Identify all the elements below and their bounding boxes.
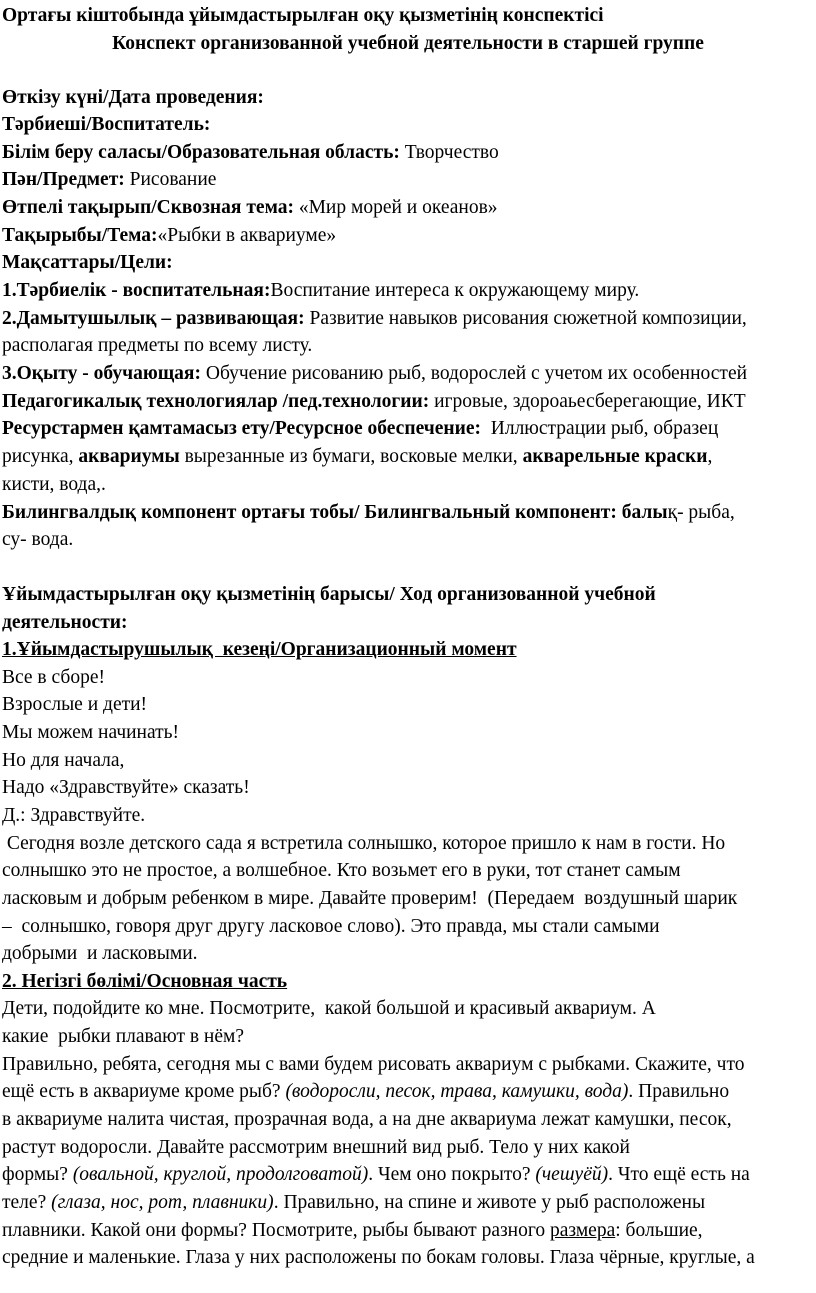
- main-line: растут водоросли. Давайте рассмотрим внешний вид рыб. Тело у них какой: [2, 1137, 630, 1158]
- date-row: Өткiзу күнi/Дата проведения:: [2, 87, 264, 108]
- main-line: Дети, подойдите ко мне. Посмотрите, какой большой и красивый аквариум. А: [2, 998, 656, 1019]
- poem-line: Все в сборе!: [2, 667, 105, 688]
- main-line: в аквариуме налита чистая, прозрачная вода, а на дне аквариума лежат камушки, песок,: [2, 1109, 732, 1130]
- stage-2-title: 2. Негiзгi бөлiмi/Основная часть: [2, 971, 288, 992]
- poem-line: Взрослые и дети!: [2, 694, 148, 715]
- progress-title-cont: деятельности:: [2, 612, 128, 633]
- progress-title: Ұйымдастырылған оқу қызметiнiң барысы/ Ход организованной учебной: [2, 584, 656, 605]
- paragraph-line: Сегодня возле детского сада я встретила солнышко, которое пришло к нам в гости. Но: [2, 833, 726, 854]
- teacher-row: Тәрбиешi/Воспитатель:: [2, 114, 211, 135]
- topic-row: Тақырыбы/Тема:«Рыбки в аквариуме»: [2, 225, 337, 246]
- resources-row-2: рисунка, аквариумы вырезанные из бумаги, восковые мелки, акварельные краски,: [2, 446, 713, 467]
- main-line: плавники. Какой они формы? Посмотрите, рыбы бывают разного размера: большие,: [2, 1220, 703, 1241]
- goal-2-cont: располагая предметы по всему листу.: [2, 335, 313, 356]
- resources-row-3: кисти, вода,.: [2, 474, 106, 495]
- poem-line: Надо «Здравствуйте» сказать!: [2, 777, 250, 798]
- size-link[interactable]: размера: [550, 1220, 616, 1241]
- paragraph-line: ласковым и добрым ребенком в мире. Давайте проверим! (Передаем воздушный шарик: [2, 888, 738, 909]
- paragraph-line: солнышко это не простое, а волшебное. Кто возьмет его в руки, тот станет самым: [2, 860, 681, 881]
- poem-line: Но для начала,: [2, 750, 125, 771]
- cross-theme-row: Өтпелi тақырып/Сквозная тема: «Мир морей и океанов»: [2, 197, 498, 218]
- resources-row: Ресурстармен қамтамасыз ету/Ресурсное обеспечение: Иллюстрации рыб, образец: [2, 418, 719, 439]
- poem-line: Мы можем начинать!: [2, 722, 180, 743]
- kz-title: Ортағы кiштобында ұйымдастырылған оқу қызметiнiң конспектiсi: [2, 5, 604, 26]
- stage-1-title: 1.Ұйымдастырушылық кезеңi/Организационный момент: [2, 639, 517, 660]
- ru-title: Конспект организованной учебной деятельности в старшей группе: [112, 33, 704, 54]
- poem-line: Д.: Здравствуйте.: [2, 805, 146, 826]
- goals-heading: Мақсаттары/Цели:: [2, 252, 173, 273]
- subject-row: Пән/Предмет: Рисование: [2, 169, 217, 190]
- bilingual-row-2: су- вода.: [2, 529, 74, 550]
- goal-2: 2.Дамытушылық – развивающая: Развитие навыков рисования сюжетной композиции,: [2, 308, 747, 329]
- technologies-row: Педагогикалық технологиялар /пед.технологии: игровые, здороаьесберегающие, ИКТ: [2, 391, 746, 412]
- main-line: какие рыбки плавают в нём?: [2, 1026, 245, 1047]
- main-line: формы? (овальной, круглой, продолговатой). Чем оно покрыто? (чешуёй). Что ещё есть на: [2, 1164, 750, 1185]
- area-row: Бiлiм беру саласы/Образовательная область: Творчество: [2, 142, 499, 163]
- goal-3: 3.Оқыту - обучающая: Обучение рисованию рыб, водорослей с учетом их особенностей: [2, 363, 748, 384]
- main-line: ещё есть в аквариуме кроме рыб? (водоросли, песок, трава, камушки, вода). Правильно: [2, 1081, 730, 1102]
- main-line: Правильно, ребята, сегодня мы с вами будем рисовать аквариум с рыбками. Скажите, что: [2, 1054, 745, 1075]
- main-line: теле? (глаза, нос, рот, плавники). Правильно, на спине и животе у рыб расположены: [2, 1192, 706, 1213]
- goal-1: 1.Тәрбиелiк - воспитательная:Воспитание интереса к окружающему миру.: [2, 280, 640, 301]
- paragraph-line: добрыми и ласковыми.: [2, 943, 198, 964]
- paragraph-line: – солнышко, говоря друг другу ласковое слово). Это правда, мы стали самыми: [2, 916, 660, 937]
- bilingual-row: Билингвалдық компонент ортағы тобы/ Билингвальный компонент: балық- рыба,: [2, 502, 735, 523]
- main-line: средние и маленькие. Глаза у них расположены по бокам головы. Глаза чёрные, круглые, а: [2, 1247, 755, 1268]
